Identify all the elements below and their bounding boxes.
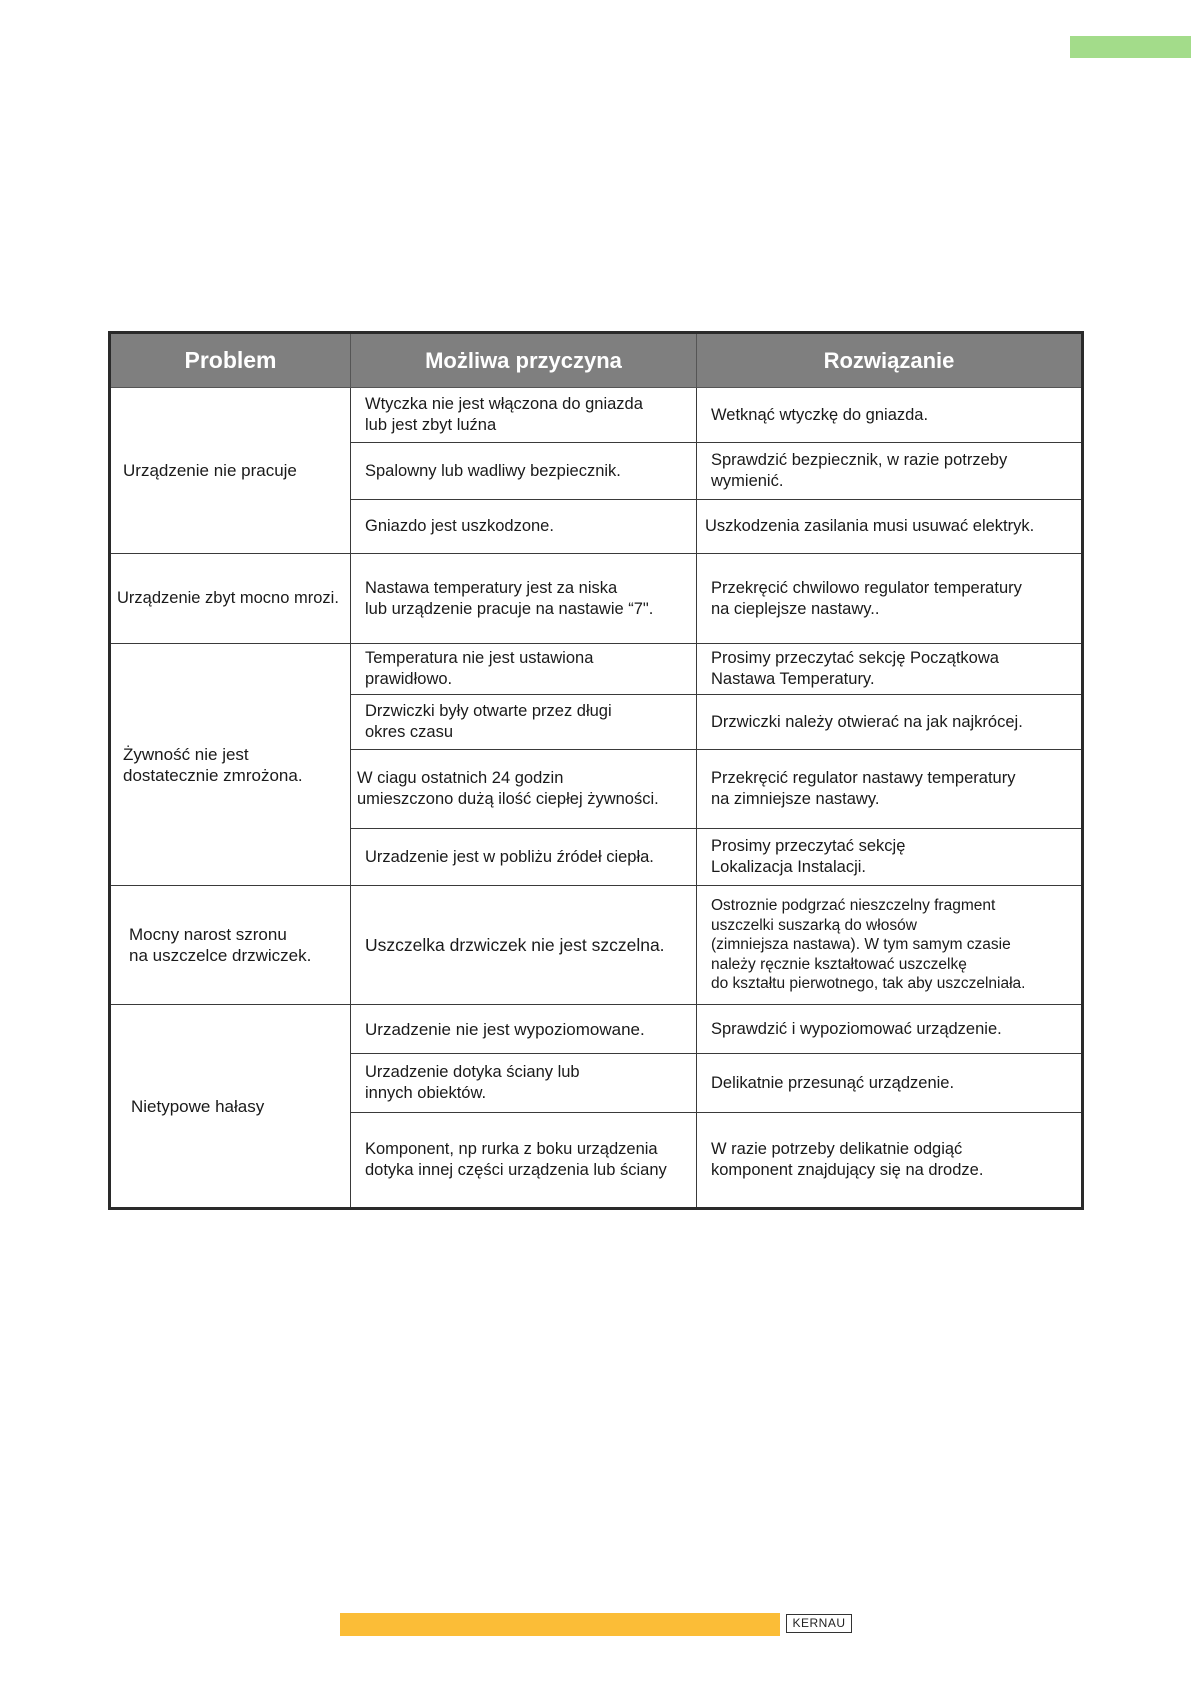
cause-cell: Drzwiczki były otwarte przez długi okres czasu: [351, 695, 697, 750]
header-solution: Rozwiązanie: [697, 333, 1083, 388]
solution-cell: Sprawdzić bezpiecznik, w razie potrzeby wymienić.: [697, 443, 1083, 500]
cause-cell: Wtyczka nie jest włączona do gniazda lub jest zbyt luźna: [351, 388, 697, 443]
problem-cell: Urządzenie nie pracuje: [110, 388, 351, 554]
problem-cell: Żywność nie jest dostatecznie zmrożona.: [110, 644, 351, 886]
problem-cell: Urządzenie zbyt mocno mrozi.: [110, 554, 351, 644]
problem-cell: Nietypowe hałasy: [110, 1005, 351, 1209]
header-problem: Problem: [110, 333, 351, 388]
cause-cell: Urzadzenie nie jest wypoziomowane.: [351, 1005, 697, 1054]
table-row: [110, 644, 1083, 695]
solution-cell: Sprawdzić i wypoziomować urządzenie.: [697, 1005, 1083, 1054]
cause-cell: Nastawa temperatury jest za niska lub urządzenie pracuje na nastawie “7".: [351, 554, 697, 644]
table-header-row: [110, 333, 1083, 388]
brand-logo: KERNAU: [786, 1614, 852, 1633]
cause-cell: Temperatura nie jest ustawiona prawidłowo.: [351, 644, 697, 695]
solution-cell: Ostroznie podgrzać nieszczelny fragment uszczelki suszarką do włosów (zimniejsza nastawa). W tym samym czasie należy ręcznie kształtować uszczelkę do kształtu pierwotnego, tak aby uszczelniała.: [697, 886, 1083, 1005]
troubleshooting-table: [108, 331, 1084, 1210]
solution-cell: Drzwiczki należy otwierać na jak najkrócej.: [697, 695, 1083, 750]
solution-cell: Prosimy przeczytać sekcję Lokalizacja Instalacji.: [697, 829, 1083, 886]
solution-cell: Delikatnie przesunąć urządzenie.: [697, 1054, 1083, 1113]
cause-cell: Gniazdo jest uszkodzone.: [351, 500, 697, 554]
cause-cell: Urzadzenie jest w pobliżu źródeł ciepła.: [351, 829, 697, 886]
cause-cell: Uszczelka drzwiczek nie jest szczelna.: [351, 886, 697, 1005]
cause-cell: Urzadzenie dotyka ściany lub innych obiektów.: [351, 1054, 697, 1113]
problem-cell: Mocny narost szronu na uszczelce drzwiczek.: [110, 886, 351, 1005]
footer-accent-bar: [340, 1613, 780, 1636]
cause-cell: Komponent, np rurka z boku urządzenia dotyka innej części urządzenia lub ściany: [351, 1113, 697, 1209]
page-corner-tab: [1070, 36, 1191, 58]
table-row: [110, 554, 1083, 644]
solution-cell: W razie potrzeby delikatnie odgiąć komponent znajdujący się na drodze.: [697, 1113, 1083, 1209]
table-row: [110, 886, 1083, 1005]
table-row: [110, 1005, 1083, 1054]
solution-cell: Przekręcić chwilowo regulator temperatury na cieplejsze nastawy..: [697, 554, 1083, 644]
cause-cell: Spalowny lub wadliwy bezpiecznik.: [351, 443, 697, 500]
table-row: [110, 388, 1083, 443]
cause-cell: W ciagu ostatnich 24 godzin umieszczono dużą ilość ciepłej żywności.: [351, 750, 697, 829]
solution-cell: Wetknąć wtyczkę do gniazda.: [697, 388, 1083, 443]
solution-cell: Prosimy przeczytać sekcję Początkowa Nastawa Temperatury.: [697, 644, 1083, 695]
solution-cell: Uszkodzenia zasilania musi usuwać elektryk.: [697, 500, 1083, 554]
header-cause: Możliwa przyczyna: [351, 333, 697, 388]
solution-cell: Przekręcić regulator nastawy temperatury na zimniejsze nastawy.: [697, 750, 1083, 829]
